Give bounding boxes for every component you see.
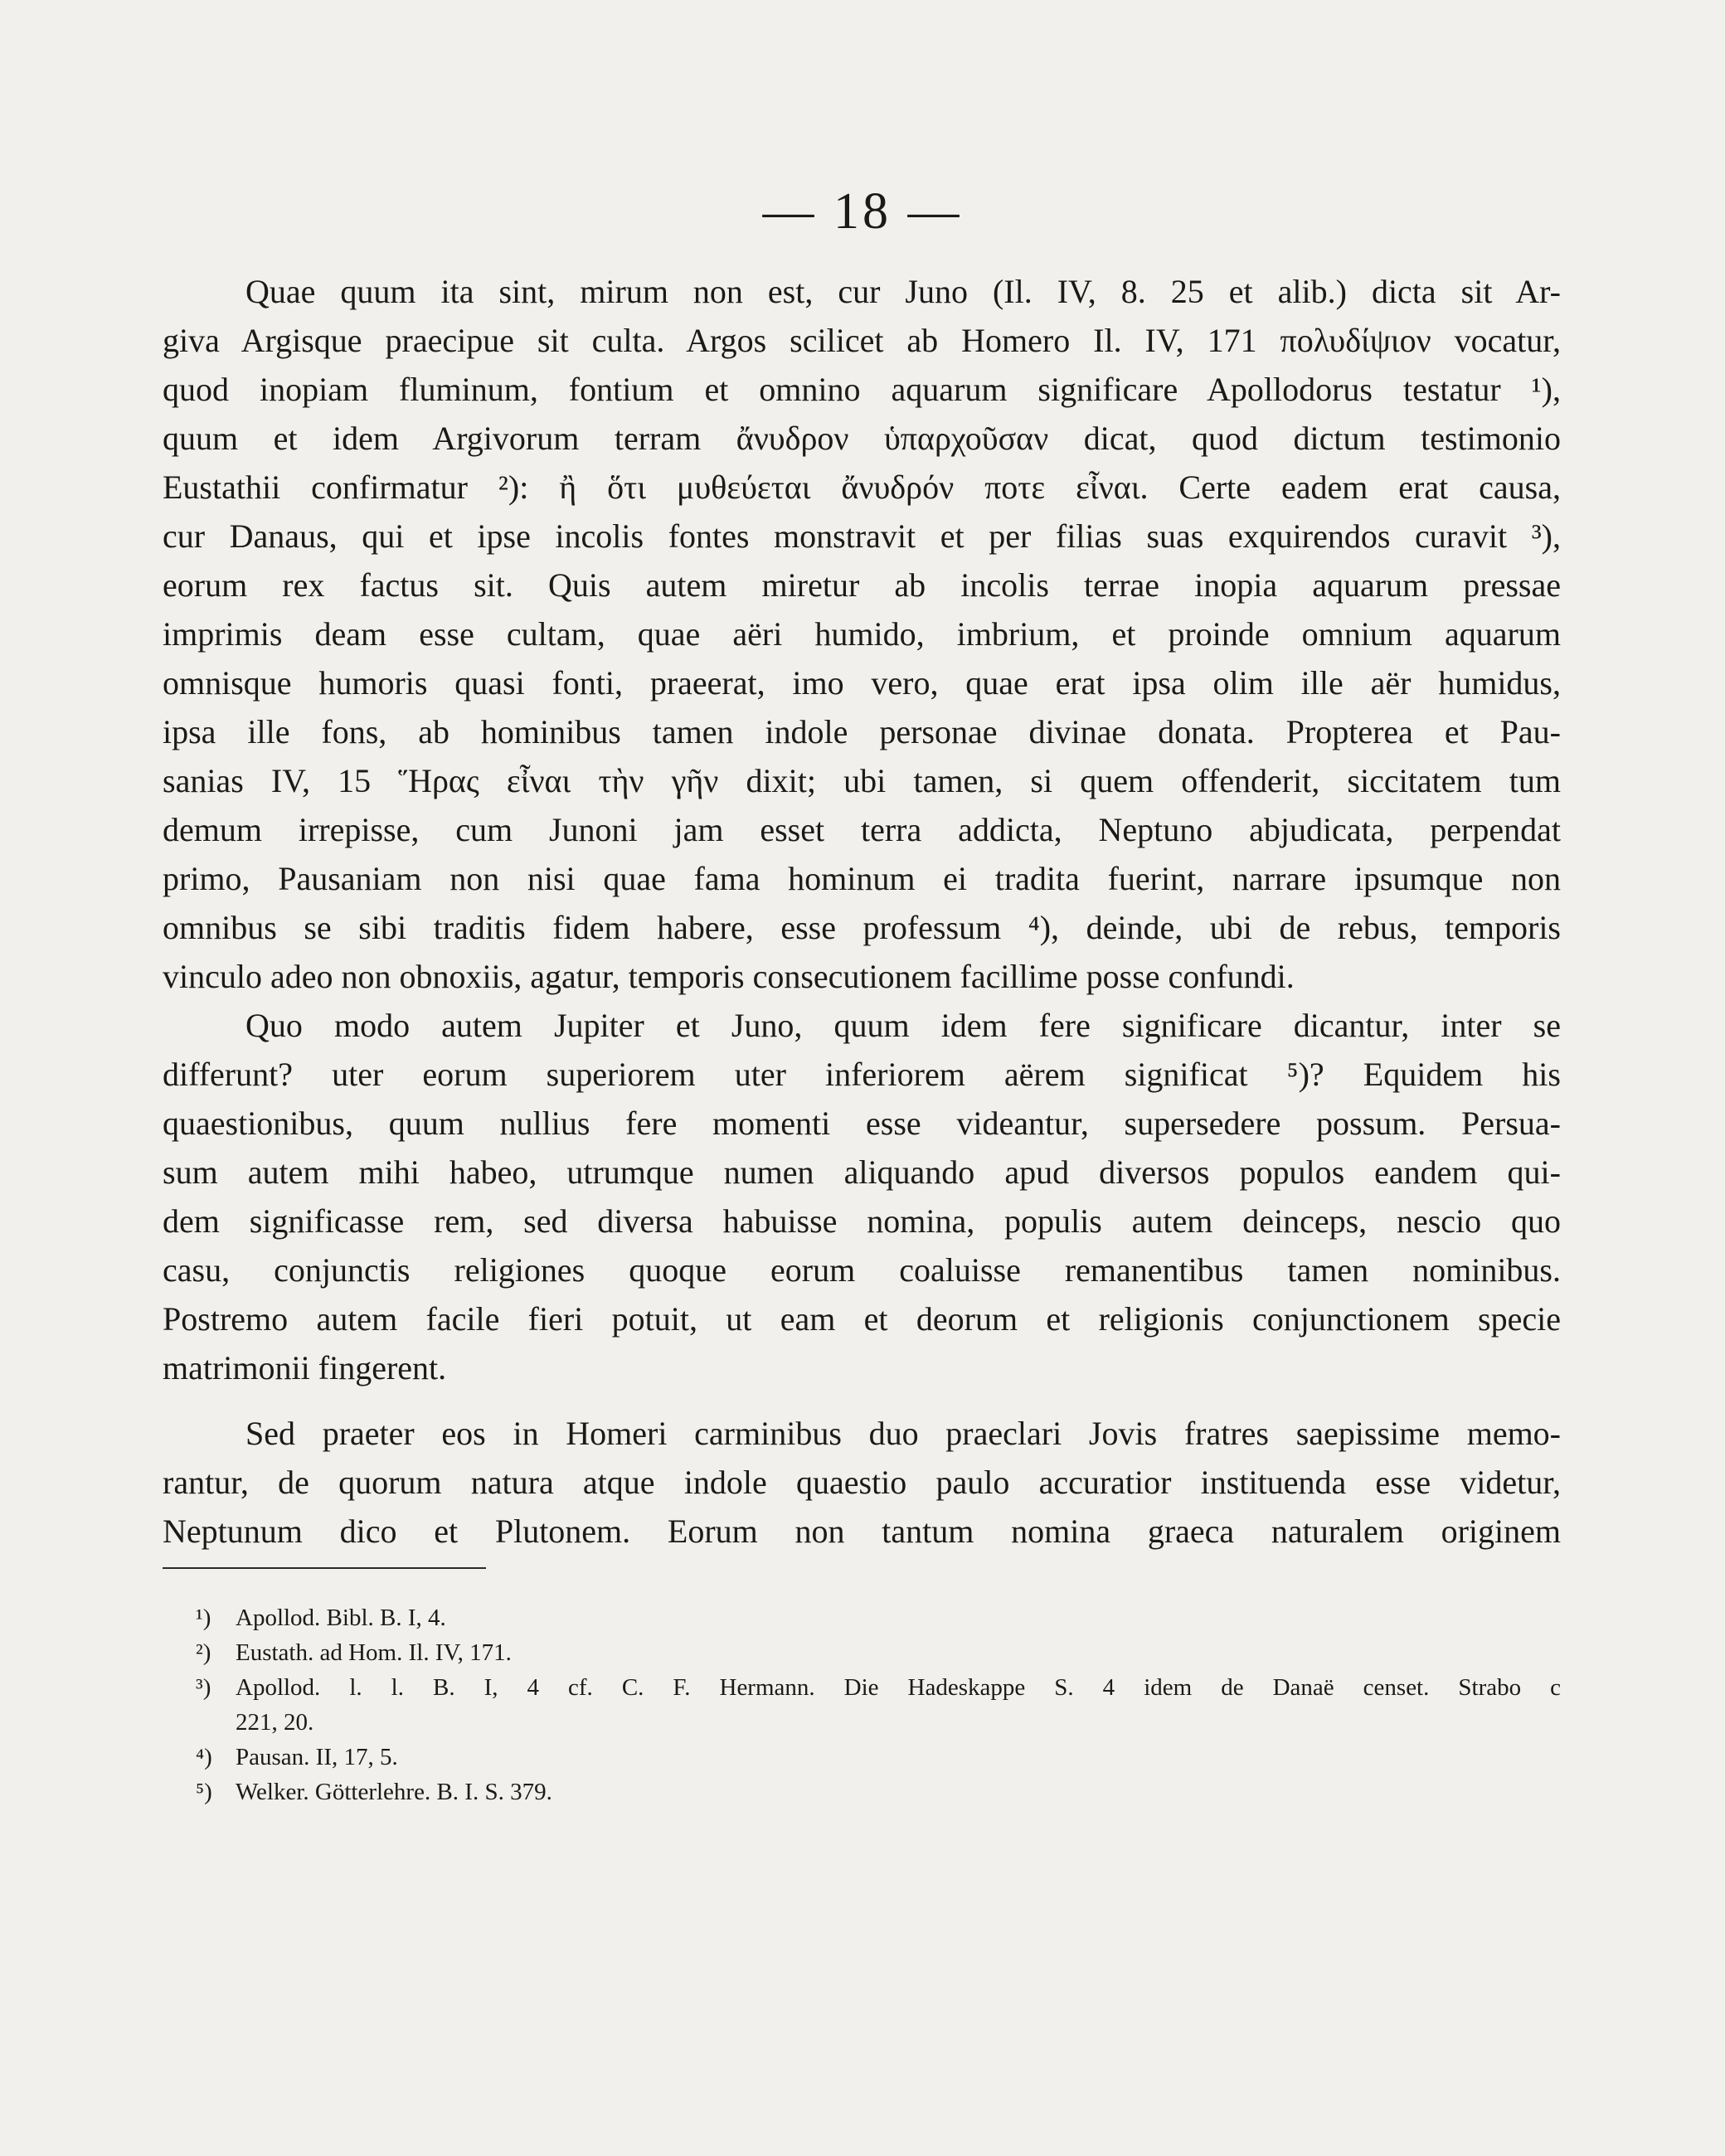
text-line: Quae quum ita sint, mirum non est, cur Juno (Il. IV, 8. 25 et alib.) dicta sit Ar- <box>245 273 1561 310</box>
footnote <box>196 1670 1561 1705</box>
footnote-divider <box>163 1567 486 1569</box>
text-line: eorum rex factus sit. Quis autem miretur ab incolis terrae inopia aquarum pressae <box>163 566 1561 604</box>
text-line: primo, Pausaniam non nisi quae fama hominum ei tradita fuerint, narrare ipsumque non <box>163 860 1561 897</box>
text-line: dem significasse rem, sed diversa habuisse nomina, populis autem deinceps, nescio quo <box>163 1202 1561 1240</box>
footnote-number: ²) <box>196 1639 211 1666</box>
footnotes <box>196 1600 1561 1809</box>
footnote-text: 221, 20. <box>236 1709 314 1736</box>
text-line: Quo modo autem Jupiter et Juno, quum idem fere significare dicantur, inter se <box>245 1007 1561 1044</box>
paragraph-gap <box>163 1392 1561 1409</box>
footnote <box>196 1740 1561 1775</box>
text-line: Eustathii confirmatur ²): ἢ ὅτι μυθεύεται ἄνυδρόν ποτε εἶναι. Certe eadem erat causa, <box>163 469 1561 506</box>
footnote-text: Apollod. l. l. B. I, 4 cf. C. F. Hermann. Die Hadeskappe S. 4 idem de Danaë censet. Strabo c <box>236 1674 1561 1701</box>
text-line: differunt? uter eorum superiorem uter inferiorem aërem significat ⁵)? Equidem his <box>163 1056 1561 1093</box>
text-line: omnibus se sibi traditis fidem habere, esse professum ⁴), deinde, ubi de rebus, temporis <box>163 909 1561 946</box>
text-line: sanias IV, 15 Ἥρας εἶναι τὴν γῆν dixit; ubi tamen, si quem offenderit, siccitatem tum <box>163 762 1561 799</box>
text-line: rantur, de quorum natura atque indole quaestio paulo accuratior instituenda esse videtur, <box>163 1464 1561 1501</box>
page-number: — 18 — <box>762 183 963 240</box>
footnote-text: Apollod. Bibl. B. I, 4. <box>236 1605 446 1631</box>
text-line: Sed praeter eos in Homeri carminibus duo praeclari Jovis fratres saepissime memo- <box>245 1415 1561 1452</box>
footnote <box>196 1775 1561 1809</box>
text-line: vinculo adeo non obnoxiis, agatur, temporis consecutionem facillime posse confundi. <box>163 958 1295 995</box>
text-line: demum irrepisse, cum Junoni jam esset terra addicta, Neptuno abjudicata, perpendat <box>163 811 1561 848</box>
text-line: giva Argisque praecipue sit culta. Argos scilicet ab Homero Il. IV, 171 πολυδίψιον vocatur, <box>163 322 1561 359</box>
footnote-text: Pausan. II, 17, 5. <box>236 1744 398 1770</box>
footnote-number: ⁵) <box>196 1779 212 1805</box>
body-text <box>163 267 1561 1556</box>
footnote-text: Welker. Götterlehre. B. I. S. 379. <box>236 1779 552 1805</box>
footnote <box>196 1600 1561 1635</box>
text-line: matrimonii fingerent. <box>163 1349 447 1386</box>
footnote-number: ⁴) <box>196 1744 212 1770</box>
text-line: quaestionibus, quum nullius fere momenti esse videantur, supersedere possum. Persua- <box>163 1105 1561 1142</box>
text-line: ipsa ille fons, ab hominibus tamen indole personae divinae donata. Propterea et Pau- <box>163 713 1561 750</box>
footnote-number: ³) <box>196 1674 211 1701</box>
text-line: imprimis deam esse cultam, quae aëri humido, imbrium, et proinde omnium aquarum <box>163 615 1561 653</box>
text-line: cur Danaus, qui et ipse incolis fontes monstravit et per filias suas exquirendos curavit ³), <box>163 517 1561 555</box>
footnote <box>196 1635 1561 1670</box>
text-line: sum autem mihi habeo, utrumque numen aliquando apud diversos populos eandem qui- <box>163 1153 1561 1191</box>
text-line: casu, conjunctis religiones quoque eorum coaluisse remanentibus tamen nominibus. <box>163 1251 1561 1289</box>
footnote-text: Eustath. ad Hom. Il. IV, 171. <box>236 1639 512 1666</box>
text-line: quod inopiam fluminum, fontium et omnino aquarum significare Apollodorus testatur ¹), <box>163 371 1561 408</box>
text-line: omnisque humoris quasi fonti, praeerat, imo vero, quae erat ipsa olim ille aër humidus, <box>163 664 1561 702</box>
text-line: Neptunum dico et Plutonem. Eorum non tantum nomina graeca naturalem originem <box>163 1513 1561 1550</box>
footnote <box>196 1705 1561 1740</box>
text-line: Postremo autem facile fieri potuit, ut eam et deorum et religionis conjunctionem specie <box>163 1300 1561 1338</box>
footnote-number: ¹) <box>196 1605 211 1631</box>
text-line: quum et idem Argivorum terram ἄνυδρον ὑπαρχοῦσαν dicat, quod dictum testimonio <box>163 420 1561 457</box>
